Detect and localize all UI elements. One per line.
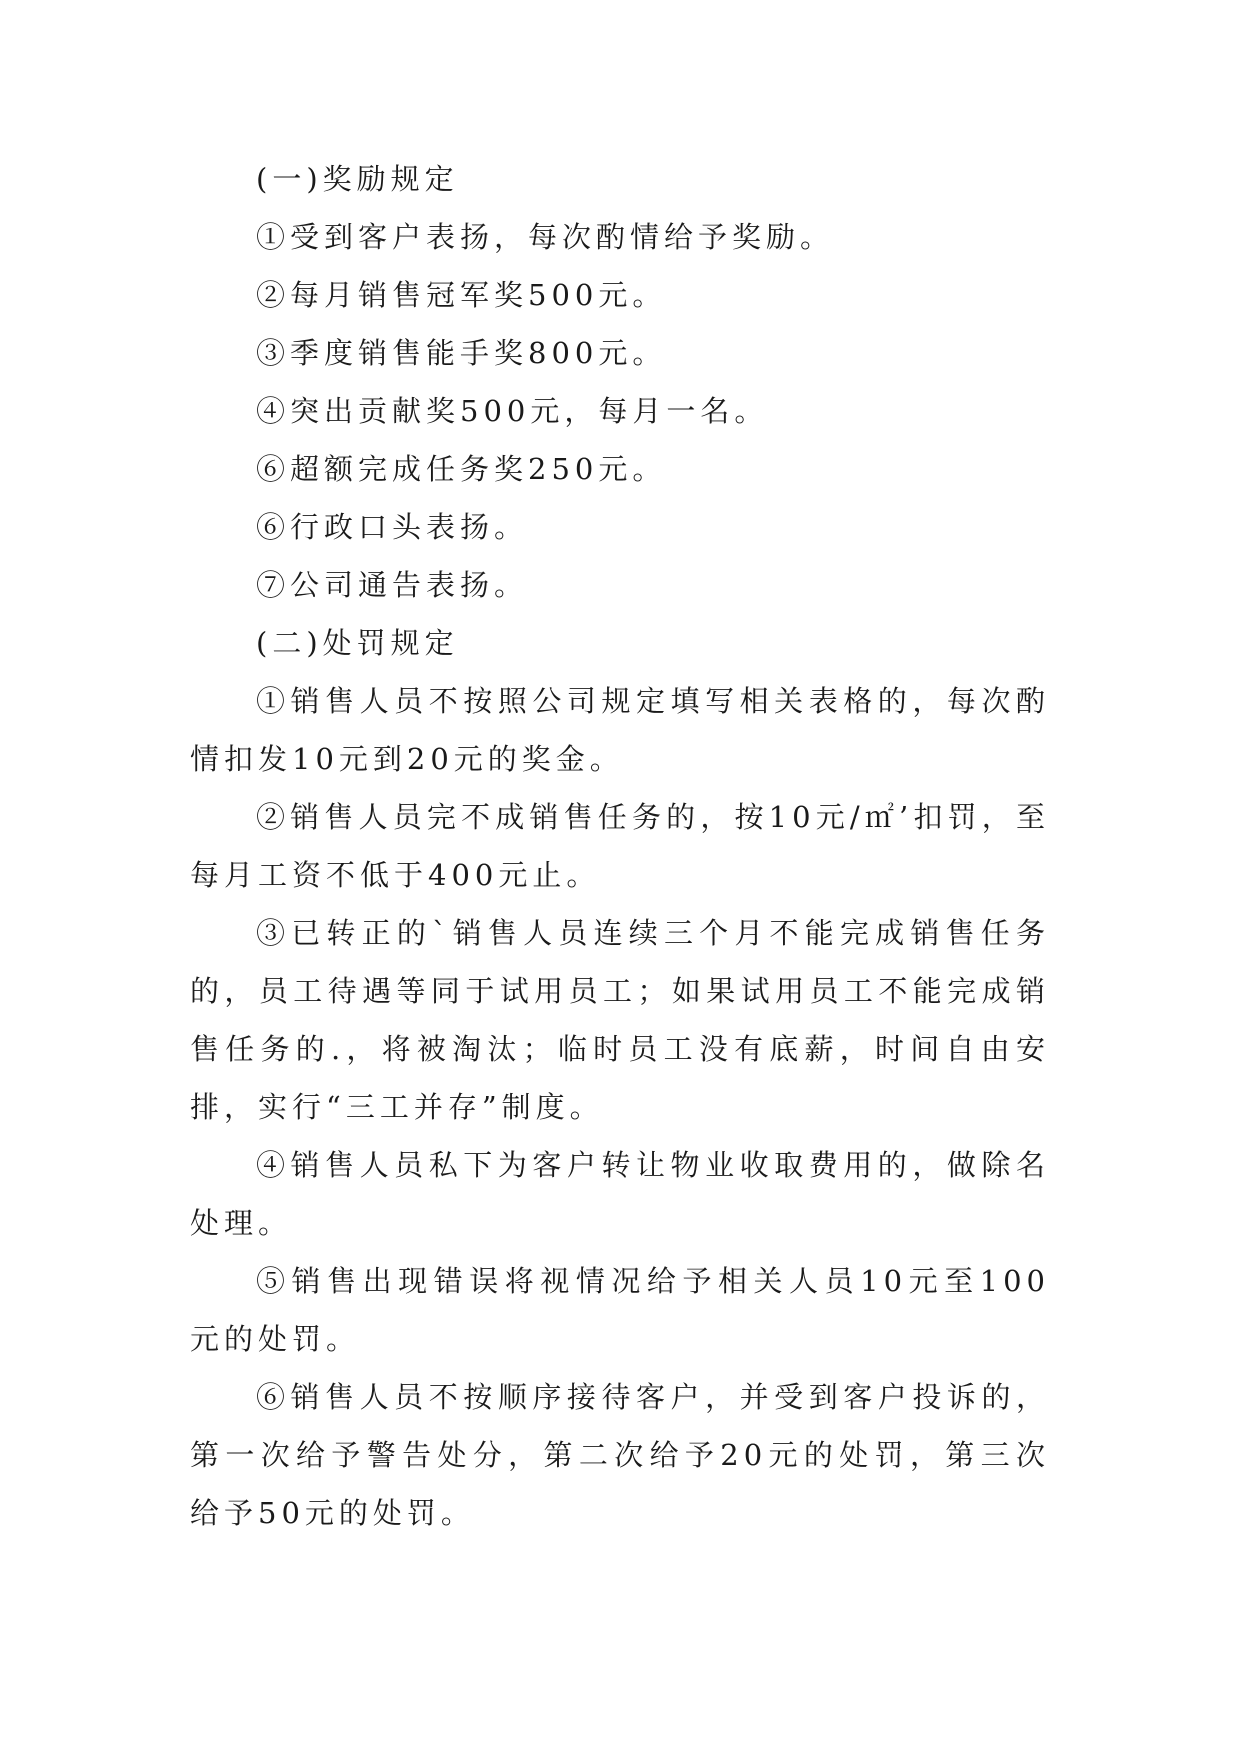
section-heading-penalties: (二)处罚规定 [256, 626, 459, 660]
reward-item: ④突出贡献奖500元，每月一名。 [256, 394, 769, 428]
reward-item: ⑥超额完成任务奖250元。 [256, 452, 667, 486]
reward-item: ⑦公司通告表扬。 [256, 568, 529, 602]
reward-item: ③季度销售能手奖800元。 [256, 336, 667, 370]
penalty-item: ⑥销售人员不按顺序接待客户，并受到客户投诉的，第一次给予警告处分，第二次给予20元的处罚，第三次给予50元的处罚。 [190, 1380, 1050, 1530]
penalty-item: ⑤销售出现错误将视情况给予相关人员10元至100元的处罚。 [190, 1264, 1050, 1356]
penalty-item: ③已转正的`销售人员连续三个月不能完成销售任务的，员工待遇等同于试用员工；如果试用员工不能完成销售任务的.，将被淘汰；临时员工没有底薪，时间自由安排，实行“三工并存”制度。 [190, 916, 1050, 1124]
reward-item: ②每月销售冠军奖500元。 [256, 278, 667, 312]
section-heading-rewards: (一)奖励规定 [256, 162, 459, 196]
penalty-item: ②销售人员完不成销售任务的，按10元/㎡’扣罚，至每月工资不低于400元止。 [190, 800, 1050, 892]
penalty-item: ④销售人员私下为客户转让物业收取费用的，做除名处理。 [190, 1148, 1050, 1240]
reward-item: ①受到客户表扬，每次酌情给予奖励。 [256, 220, 835, 254]
penalty-item: ①销售人员不按照公司规定填写相关表格的，每次酌情扣发10元到20元的奖金。 [190, 684, 1050, 776]
document-body [190, 150, 1050, 1542]
reward-item: ⑥行政口头表扬。 [256, 510, 529, 544]
